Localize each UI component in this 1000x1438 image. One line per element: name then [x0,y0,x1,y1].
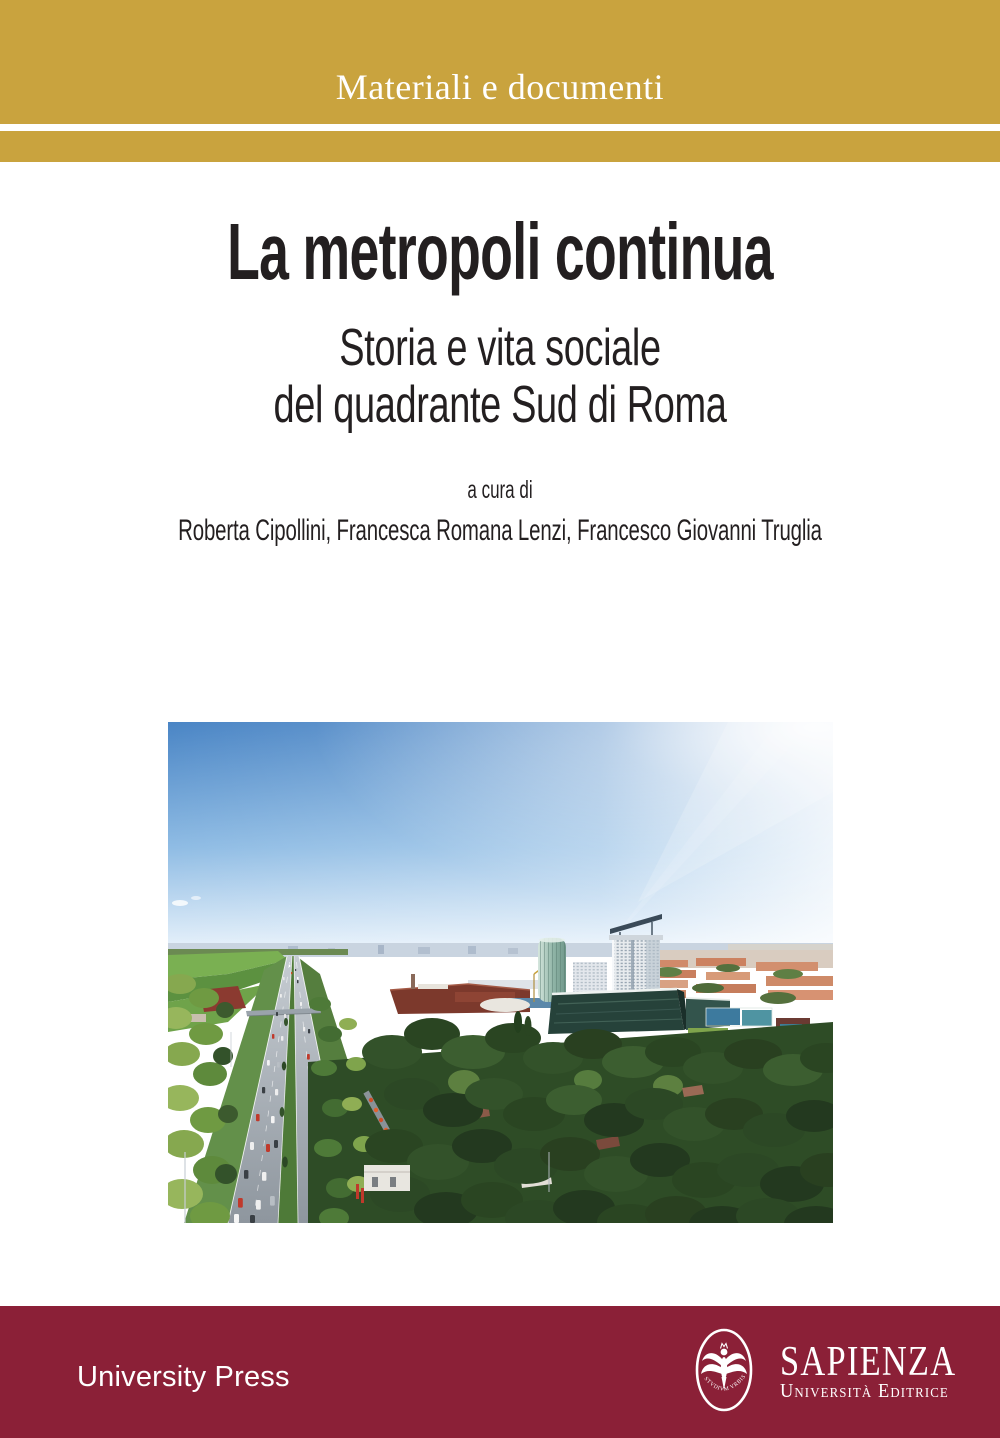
book-subtitle [135,320,865,434]
edited-by-label: a cura di [467,476,533,504]
aerial-photo-illustration [168,722,833,1223]
subtitle-line-1: Storia e vita sociale [339,319,661,377]
sapienza-emblem [694,1327,754,1413]
lower-gold-band [0,131,1000,162]
cover-photo [168,722,833,1223]
subtitle-line-2: del quadrante Sud di Roma [273,376,727,435]
publisher-name: SAPIENZA [780,1339,957,1385]
publisher-band [0,1306,1000,1438]
publisher-subtitle: Università Editrice [780,1380,949,1402]
book-title: La metropoli continua [227,207,773,296]
series-title: Materiali e documenti [335,67,665,107]
gold-band-divider [0,124,1000,131]
logo-motto-text: STVDIVM VRBIS [702,1373,748,1393]
university-press-label: University Press [77,1361,290,1393]
editors-names: Roberta Cipollini, Francesca Romana Lenzi, Francesco Giovanni Truglia [178,514,822,547]
